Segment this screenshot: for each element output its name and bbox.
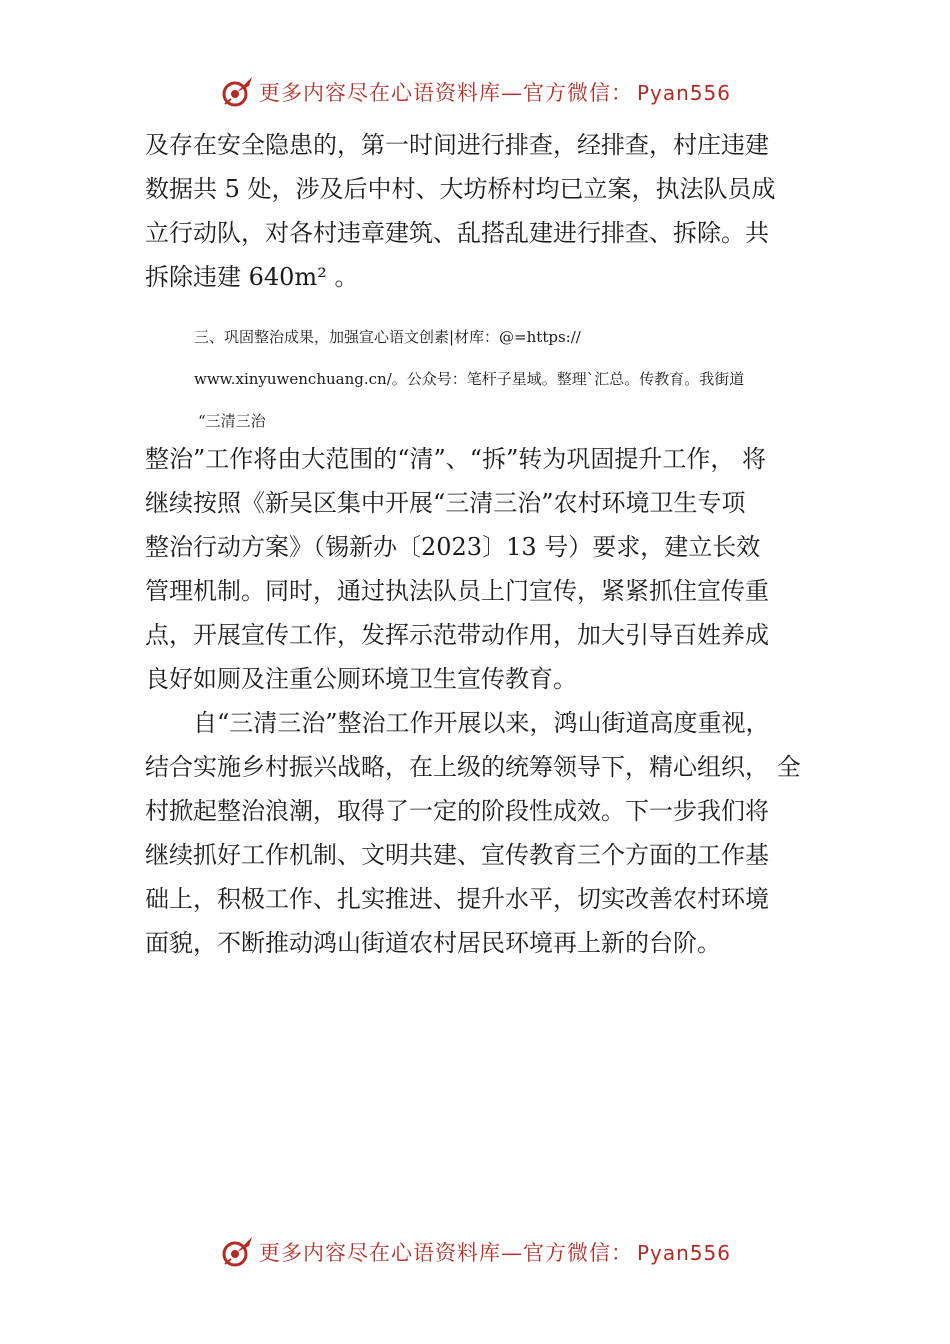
banner-text [259, 1237, 731, 1267]
paragraph-2 [145, 437, 825, 701]
text-line: 村掀起整治浪潮，取得了一定的阶段性成效。下一步我们将 [145, 797, 769, 825]
text-line: 立行动队，对各村违章建筑、乱搭乱建进行排查、拆除。共 [145, 219, 769, 247]
banner-text [259, 77, 731, 107]
text-line: 面貌，不断推动鸿山街道农村居民环境再上新的台阶。 [145, 929, 721, 957]
quill-logo-icon [219, 74, 255, 110]
section-heading: 三、巩固整治成果，加强宣心语文创素|材库：@=https:// [194, 328, 581, 346]
quill-logo-icon [219, 1234, 255, 1270]
text-line: 及存在安全隐患的，第一时间进行排查，经排查，村庄违建 [145, 131, 769, 159]
text-line: 整治行动方案》（锡新办〔2023〕13 号）要求，建立长效 [145, 533, 761, 561]
text-line: 结合实施乡村振兴战略，在上级的统筹领导下，精心组织， 全 [145, 753, 801, 781]
text-line: 础上，积极工作、扎实推进、提升水平，切实改善农村环境 [145, 885, 769, 913]
banner-wechat-label: 官方微信： [522, 1241, 633, 1265]
banner-title: 更多内容尽在心语资料库 [258, 1241, 501, 1265]
banner-wechat-id: Pyan556 [636, 1241, 731, 1265]
small-text-line: “三清三治 [198, 412, 266, 430]
text-line: 整治”工作将由大范围的“清”、“拆”转为巩固提升工作， 将 [145, 445, 766, 473]
text-line: 管理机制。同时，通过执法队员上门宣传，紧紧抓住宣传重 [145, 577, 769, 605]
banner-dash: — [500, 81, 523, 105]
text-line: 良好如厕及注重公厕环境卫生宣传教育。 [145, 665, 577, 693]
text-line: 数据共 5 处，涉及后中村、大坊桥村均已立案，执法队员成 [145, 175, 776, 203]
paragraph-1 [145, 123, 825, 299]
banner-wechat-label: 官方微信： [522, 81, 633, 105]
banner-wechat-id: Pyan556 [636, 81, 731, 105]
banner-title: 更多内容尽在心语资料库 [258, 81, 501, 105]
text-line: 继续抓好工作机制、文明共建、宣传教育三个方面的工作基 [145, 841, 769, 869]
footer-banner [0, 1230, 950, 1274]
paragraph-3 [145, 701, 825, 965]
text-line: 自“三清三治”整治工作开展以来，鸿山街道高度重视， [193, 709, 770, 737]
banner-dash: — [500, 1241, 523, 1265]
text-line: 拆除违建 640m² 。 [145, 263, 359, 291]
text-line: 点，开展宣传工作，发挥示范带动作用，加大引导百姓养成 [145, 621, 769, 649]
text-line: 继续按照《新吴区集中开展“三清三治”农村环境卫生专项 [145, 489, 746, 517]
header-banner [0, 70, 950, 114]
small-text-line: www.xinyuwenchuang.cn/。公众号：笔杆子星域。整理`汇总。传教育。我街道 [194, 370, 745, 388]
